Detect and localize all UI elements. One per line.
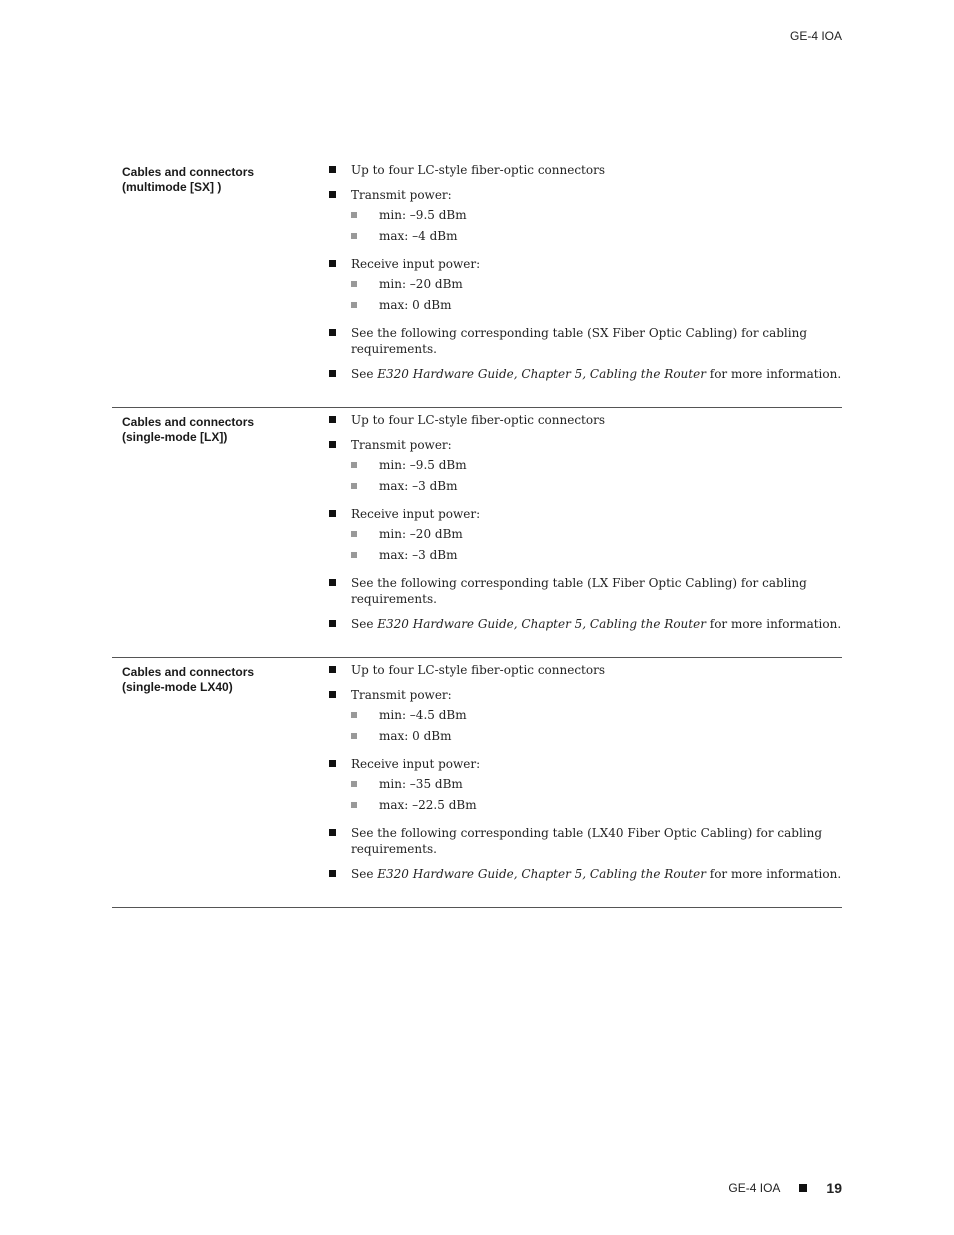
bullet-square-icon	[329, 579, 336, 586]
item-text: min: –4.5 dBm	[379, 708, 467, 722]
sub-list-item	[351, 276, 842, 292]
item-text: See	[351, 617, 378, 631]
bullet-square-icon	[329, 416, 336, 423]
page-number: 19	[826, 1180, 842, 1196]
sub-list	[351, 776, 842, 813]
sub-bullet-square-icon	[351, 552, 357, 558]
sub-list-item	[351, 776, 842, 792]
item-text: min: –20 dBm	[379, 527, 463, 541]
item-text: max: 0 dBm	[379, 729, 452, 743]
item-text: max: –3 dBm	[379, 479, 458, 493]
sub-bullet-square-icon	[351, 302, 357, 308]
item-text: min: –20 dBm	[379, 277, 463, 291]
item-text: See the following corresponding table (SX Fiber Optic Cabling) for cabling requirements.	[351, 326, 808, 356]
bullet-square-icon	[329, 870, 336, 877]
item-text: for more information.	[705, 867, 842, 881]
item-text: Up to four LC-style fiber-optic connectors	[351, 663, 605, 677]
row-body	[317, 162, 842, 407]
list-item	[317, 756, 842, 813]
item-text: max: –3 dBm	[379, 548, 458, 562]
item-text: Receive input power:	[351, 757, 481, 771]
book-reference: E320 Hardware Guide, Chapter 5, Cabling the Router	[377, 367, 706, 381]
item-text: for more information.	[705, 367, 842, 381]
sub-bullet-square-icon	[351, 212, 357, 218]
bullet-square-icon	[329, 760, 336, 767]
sub-list	[351, 457, 842, 494]
sub-bullet-square-icon	[351, 531, 357, 537]
sub-list-item	[351, 457, 842, 473]
item-text: Up to four LC-style fiber-optic connectors	[351, 163, 605, 177]
item-text: Up to four LC-style fiber-optic connectors	[351, 413, 605, 427]
sub-list-item	[351, 207, 842, 223]
bullet-square-icon	[329, 191, 336, 198]
row-label-line: Cables and connectors	[122, 415, 255, 429]
sub-bullet-square-icon	[351, 802, 357, 808]
list-item	[317, 437, 842, 494]
bullet-square-icon	[329, 329, 336, 336]
item-text: for more information.	[705, 617, 842, 631]
spec-table	[112, 162, 842, 908]
item-text: max: –4 dBm	[379, 229, 458, 243]
sub-list	[351, 707, 842, 744]
bullet-square-icon	[329, 441, 336, 448]
table-row	[112, 408, 842, 658]
item-text: See the following corresponding table (LX Fiber Optic Cabling) for cabling requirements.	[351, 576, 807, 606]
item-text: See the following corresponding table (LX40 Fiber Optic Cabling) for cabling requirements.	[351, 826, 823, 856]
row-label-line: Cables and connectors	[122, 665, 255, 679]
item-text: max: 0 dBm	[379, 298, 452, 312]
item-text: Transmit power:	[351, 438, 452, 452]
table-row	[112, 162, 842, 408]
sub-list-item	[351, 526, 842, 542]
list-item	[317, 866, 842, 882]
item-text: Transmit power:	[351, 188, 452, 202]
sub-list-item	[351, 547, 842, 563]
row-label-line: (single-mode [LX])	[122, 430, 228, 444]
sub-bullet-square-icon	[351, 462, 357, 468]
sub-list-item	[351, 297, 842, 313]
sub-bullet-square-icon	[351, 781, 357, 787]
footer-section: GE-4 IOA	[728, 1181, 781, 1195]
sub-list-item	[351, 707, 842, 723]
sub-list-item	[351, 228, 842, 244]
item-text: min: –35 dBm	[379, 777, 463, 791]
list-item	[317, 687, 842, 744]
row-label-line: Cables and connectors	[122, 165, 255, 179]
list-item	[317, 366, 842, 382]
bullet-square-icon	[329, 829, 336, 836]
list-item	[317, 662, 842, 678]
row-label	[112, 662, 317, 907]
sub-list	[351, 276, 842, 313]
item-text: Transmit power:	[351, 688, 452, 702]
item-text: min: –9.5 dBm	[379, 208, 467, 222]
list-item	[317, 162, 842, 178]
book-reference: E320 Hardware Guide, Chapter 5, Cabling the Router	[377, 617, 706, 631]
sub-list-item	[351, 797, 842, 813]
sub-bullet-square-icon	[351, 233, 357, 239]
list-item	[317, 575, 842, 607]
row-label	[112, 162, 317, 407]
table-row	[112, 658, 842, 908]
sub-bullet-square-icon	[351, 733, 357, 739]
list-item	[317, 412, 842, 428]
bullet-square-icon	[329, 691, 336, 698]
bullet-square-icon	[329, 166, 336, 173]
bullet-square-icon	[329, 620, 336, 627]
page-footer	[728, 1180, 842, 1196]
list-item	[317, 825, 842, 857]
row-label	[112, 412, 317, 657]
running-header: GE-4 IOA	[789, 29, 842, 43]
list-item	[317, 506, 842, 563]
sub-list	[351, 526, 842, 563]
row-body	[317, 662, 842, 907]
bullet-square-icon	[329, 510, 336, 517]
row-label-line: (single-mode LX40)	[122, 680, 233, 694]
item-text: Receive input power:	[351, 507, 481, 521]
sub-list-item	[351, 478, 842, 494]
book-reference: E320 Hardware Guide, Chapter 5, Cabling the Router	[377, 867, 706, 881]
sub-bullet-square-icon	[351, 712, 357, 718]
bullet-square-icon	[329, 260, 336, 267]
list-item	[317, 616, 842, 632]
item-text: Receive input power:	[351, 257, 481, 271]
list-item	[317, 187, 842, 244]
list-item	[317, 325, 842, 357]
row-label-line: (multimode [SX] )	[122, 180, 222, 194]
bullet-square-icon	[329, 666, 336, 673]
list-item	[317, 256, 842, 313]
sub-bullet-square-icon	[351, 281, 357, 287]
sub-list	[351, 207, 842, 244]
item-text: min: –9.5 dBm	[379, 458, 467, 472]
sub-list-item	[351, 728, 842, 744]
item-text: See	[351, 867, 378, 881]
bullet-square-icon	[329, 370, 336, 377]
footer-separator-icon	[799, 1184, 807, 1192]
item-text: max: –22.5 dBm	[379, 798, 477, 812]
row-body	[317, 412, 842, 657]
item-text: See	[351, 367, 378, 381]
sub-bullet-square-icon	[351, 483, 357, 489]
